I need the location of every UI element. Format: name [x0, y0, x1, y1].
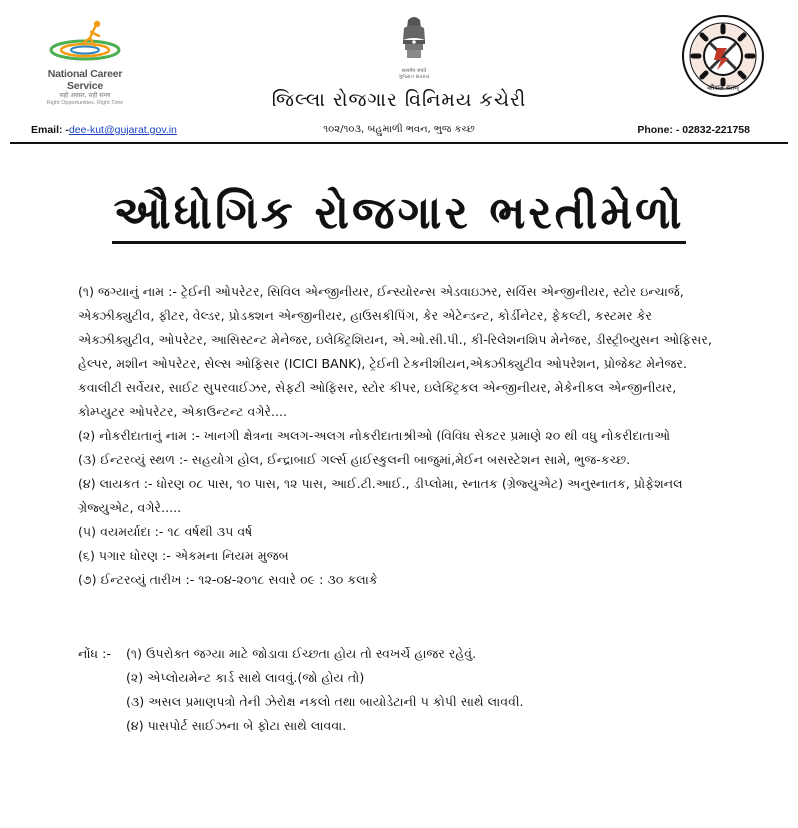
detail-item-7: (૭) ઈન્ટરવ્યું તારીખ :- ૧૨-૦૪-૨૦૧૮ સવારે ૦૯ : ૩૦ કલાકે	[78, 572, 378, 587]
note-row	[78, 642, 718, 666]
notes-label: નોંધ :-	[78, 646, 111, 661]
detail-item-4: (૪) લાયકત :- ધોરણ ૦૮ પાસ, ૧૦ પાસ, ૧૨ પાસ, આઈ.ટી.આઈ., ડીપ્લોમા, સ્નાતક (ગ્રેજ્યુએટ) અનુસ્નાતક, પ્રોફેશનલ ગ્રેજ્યુએટ, વગેરે.....	[78, 476, 683, 515]
detail-item-5: (૫) વયમર્યાદા :- ૧૮ વર્ષથી ૩૫ વર્ષ	[78, 524, 253, 539]
main-title-text: ઔધોગિક રોજગાર ભરતીમેળો	[112, 186, 687, 244]
note-row	[78, 690, 718, 714]
emblem-caption-2: ગુજરાત સરકાર	[398, 74, 430, 80]
detail-item-3: (૩) ઈન્ટરવ્યું સ્થળ :- સહયોગ હોલ, ઈન્દ્રાબાઈ ગર્લ્સ હાઈસ્કુલની બાજુમાં,મેઈન બસસ્ટેશન સામે, ભુજ-કચ્છ.	[78, 452, 631, 467]
contact-row	[0, 124, 798, 140]
kaushal-caption: कौशल बलम्	[707, 84, 739, 92]
ashoka-emblem-icon	[394, 14, 434, 64]
note-row	[78, 666, 718, 690]
note-item-1: (૧) ઉપરોક્ત જગ્યા માટે જોડાવા ઈચ્છતા હોય તો સ્વખર્ચે હાજર રહેવું.	[126, 646, 477, 661]
emblem	[386, 14, 442, 78]
ncs-logo-icon	[35, 16, 135, 64]
email-label: Email: -	[31, 124, 69, 136]
emblem-caption-1: सत्यमेव जयते	[401, 68, 427, 74]
main-title	[0, 186, 798, 240]
notes-section	[78, 642, 718, 738]
ncs-logo	[30, 16, 140, 106]
detail-item-1: (૧) જગ્યાનું નામ :- ટ્રેઈની ઓપરેટર, સિવિલ એન્જીનીયર, ઈન્સ્યોરન્સ એડવાઇઝર, સર્વિસ એન્જીનીયર, સ્ટોર ઇન્ચાર્જ, એક્ઝીક્યુટીવ, ફીટર, વેલ્ડર, પ્રોડક્શન એન્જીનીયર, હાઉસકીપિંગ, કેર એટેન્ડન્ટ, કોર્ડીનેટર, ફેકલ્ટી, કસ્ટમર કેર એક્ઝીક્યુટીવ, ઓપરેટર, આસિસ્ટન્ટ મેનેજર, ઇલેક્ટ્રિશિયન, એ.ઓ.સી.પી., કી-રિલેશનશિપ મેનેજર, ડીસ્ટ્રીબ્યુસન ઓફિસર, હેલ્પર, મશીન ઓપરેટર, સેલ્સ ઓફિસર (ICICI BANK), ટ્રેઈની ટેકનીશીયન,એક્ઝીક્યુટીવ ઓપરેશન, પ્રોજેક્ટ મેનેજર. કવાલીટી સર્વેયર, સાઈટ સુપરવાઈઝર, સેફટી ઓફિસર, સ્ટોર કીપર, ઇલેક્ટ્રિકલ એન્જીનીયર, મેકેનીકલ એન્જીનીયર, કોમ્પ્યુટર ઓપરેટર, એકાઉન્ટન્ટ વગેરે....	[78, 284, 712, 419]
email-link[interactable]: dee-kut@gujarat.gov.in	[68, 124, 177, 136]
kaushal-balam-logo-icon	[681, 14, 765, 98]
note-item-2: (૨) એપ્લોયમેન્ટ કાર્ડ સાથે લાવવું.(જો હોય તો)	[126, 670, 365, 685]
office-title: જિલ્લા રોજગાર વિનિમય કચેરી	[271, 89, 527, 111]
note-item-3: (૩) અસલ પ્રમાણપત્રો તેની ઝેરોક્ષ નકલો તથા બાયોડેટાની ૫ કોપી સાથે લાવવી.	[126, 694, 524, 709]
phone-number: Phone: - 02832-221758	[637, 124, 750, 136]
kaushal-balam-logo	[681, 14, 765, 98]
details-section	[78, 280, 718, 592]
office-address: ૧૦૨/૧૦૩, બહુમાળી ભવન, ભુજ કચ્છ	[323, 124, 475, 135]
note-row	[78, 714, 718, 738]
ncs-tagline-english: Right Opportunities, Right Time	[46, 100, 124, 106]
ncs-tagline-hindi: सही अवसर, सही समय	[59, 92, 111, 99]
ncs-name: National Career Service	[47, 68, 123, 92]
note-item-4: (૪) પાસપોર્ટ સાઈઝના બે ફોટા સાથે લાવવા.	[126, 718, 347, 733]
email-block	[31, 124, 177, 136]
header-divider	[10, 142, 788, 144]
detail-item-2: (૨) નોકરીદાતાનું નામ :- ખાનગી ક્ષેત્રના અલગ-અલગ નોકરીદાતાશ્રીઓ (વિવિધ સેક્ટર પ્રમાણે ૨૦ થી વધુ નોકરીદાતાઓ	[78, 428, 671, 443]
detail-item-6: (૬) પગાર ધોરણ :- એકમના નિયમ મુજબ	[78, 548, 289, 563]
